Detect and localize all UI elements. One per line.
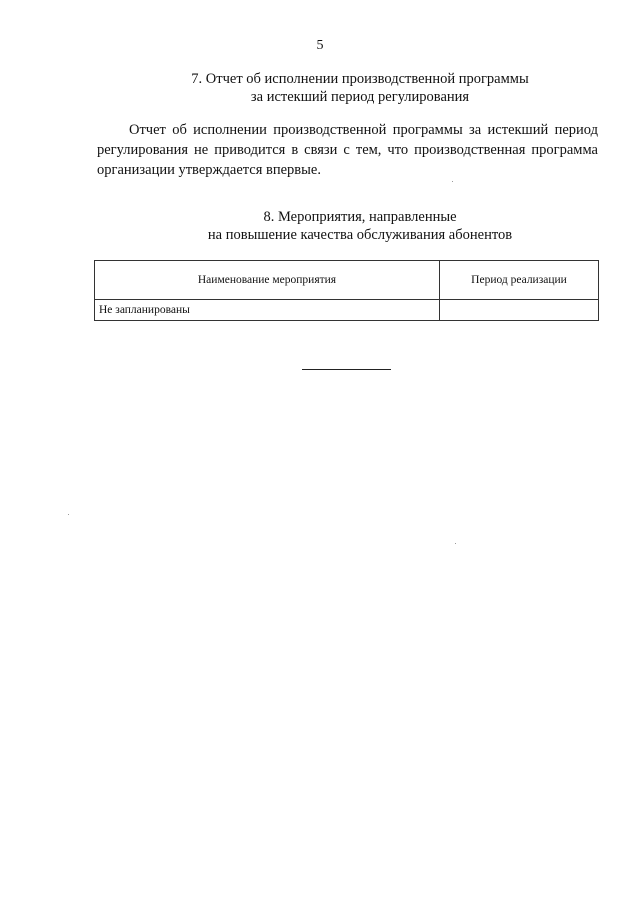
- closing-rule: [302, 369, 391, 370]
- scan-speck: [455, 543, 456, 544]
- cell-event-name: Не запланированы: [95, 300, 440, 321]
- section-8-title-line-2: на повышение качества обслуживания абонентов: [207, 227, 513, 243]
- cell-period: [440, 300, 599, 321]
- section-8-title-line-1: 8. Мероприятия, направленные: [263, 209, 457, 225]
- table-header-row: [95, 261, 599, 300]
- events-table: [94, 260, 599, 321]
- header-period: Период реализации: [440, 261, 599, 300]
- scan-speck: [452, 181, 453, 182]
- table-row: [95, 300, 599, 321]
- scan-speck: [68, 514, 69, 515]
- section-7-title-line-1: 7. Отчет об исполнении производственной программы: [191, 71, 529, 87]
- header-event-name: Наименование мероприятия: [95, 261, 440, 300]
- section-7-paragraph: Отчет об исполнении производственной программы за истекший период регулирования не приводится в связи с тем, что производственная программа организации утверждается впервые.: [97, 122, 598, 178]
- page-number: 5: [316, 38, 324, 53]
- section-7-heading: [0, 70, 640, 106]
- section-8-heading: [0, 208, 640, 244]
- section-7-title-line-2: за истекший период регулирования: [250, 89, 470, 105]
